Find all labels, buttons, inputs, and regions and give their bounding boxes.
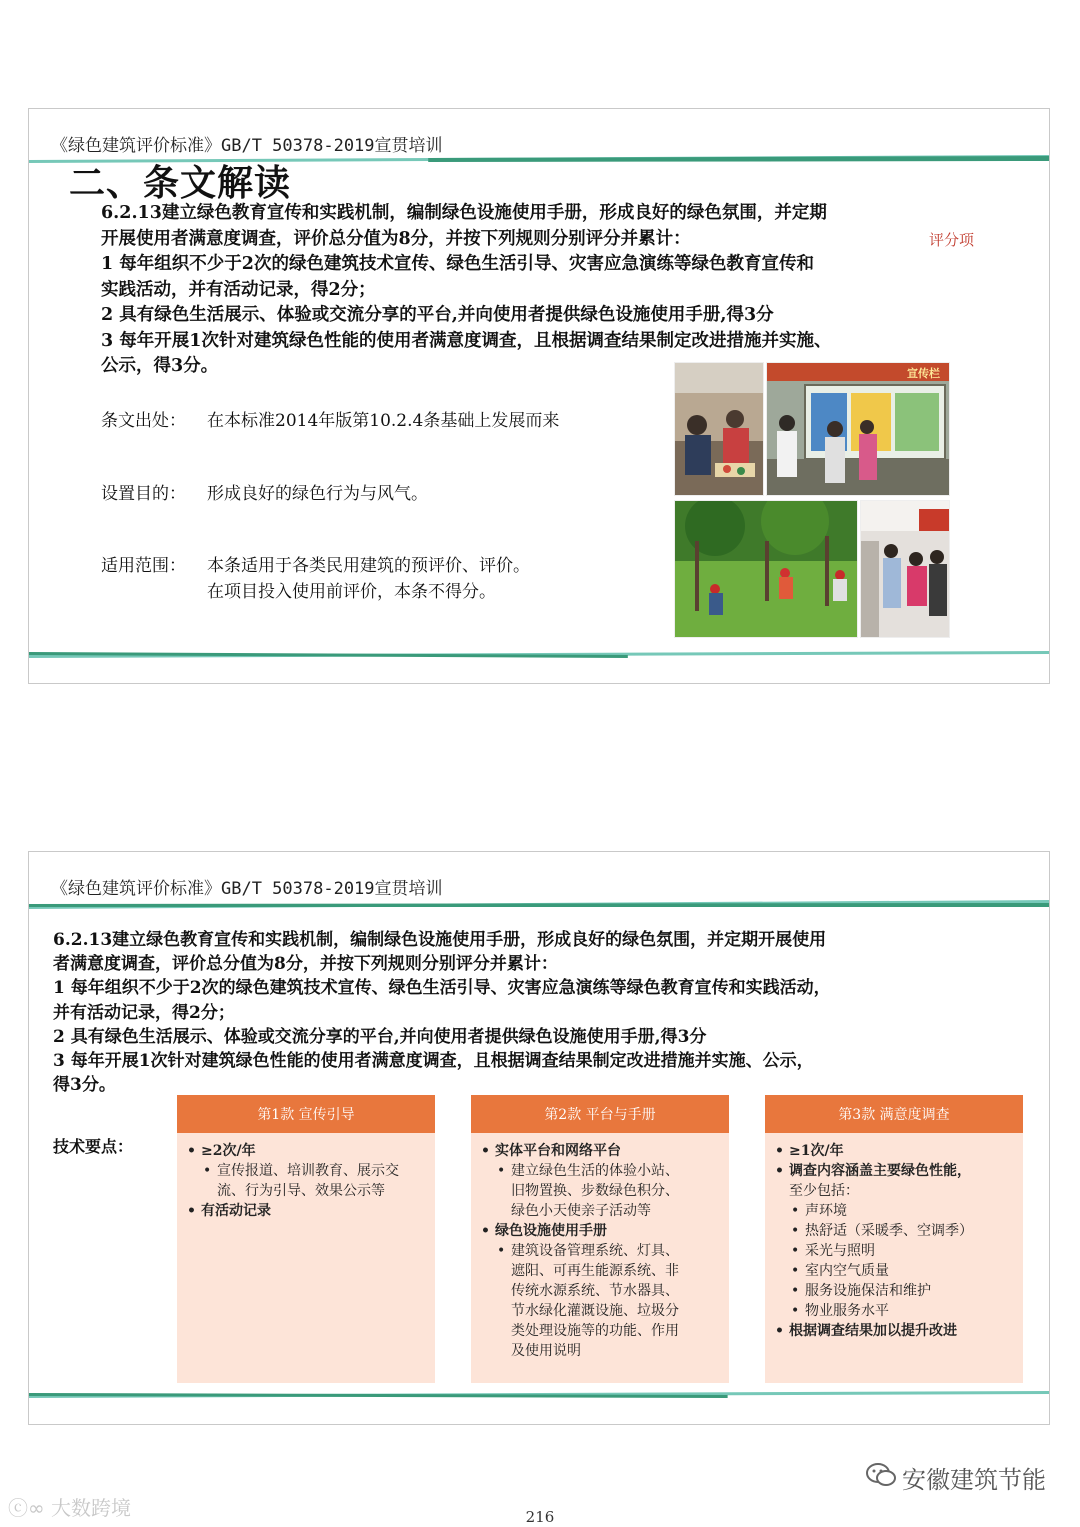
card-item: 旧物置换、步数绿色积分、 — [511, 1183, 679, 1199]
indoor-crafts-activity-photo — [674, 362, 764, 496]
source-value: 在本标准2014年版第10.2.4条基础上发展而来 — [207, 411, 560, 431]
card-item: 传统水源系统、节水器具、 — [511, 1283, 679, 1299]
scope-label: 适用范围： — [101, 556, 186, 576]
clause-line: 1 每年组织不少于2次的绿色建筑技术宣传、绿色生活引导、灾害应急演练等绿色教育宣传和 — [101, 254, 814, 274]
card-item: 及使用说明 — [511, 1343, 581, 1359]
slide-header: 《绿色建筑评价标准》GB/T 50378-2019宣贯培训 — [51, 136, 443, 156]
watermark-logo-icon: ⓒ∞ — [8, 1496, 52, 1520]
clause-line: 开展使用者满意度调查，评价总分值为8分，并按下列规则分别评分并累计： — [101, 228, 691, 249]
header-stripe — [29, 900, 1049, 910]
card-item: 遮阳、可再生能源系统、非 — [511, 1263, 679, 1279]
card-item: • 声环境 — [775, 1201, 1013, 1221]
scope-value: 本条适用于各类民用建筑的预评价、评价。 — [207, 556, 530, 576]
purpose-row — [101, 479, 428, 504]
slide-header: 《绿色建筑评价标准》GB/T 50378-2019宣贯培训 — [51, 879, 443, 899]
clause-text — [53, 928, 831, 1097]
card-title: 第2款 平台与手册 — [471, 1095, 729, 1133]
source-row — [101, 406, 559, 431]
tree-planting-photo — [674, 500, 858, 638]
card-clause-2 — [471, 1095, 729, 1383]
card-item: • 绿色设施使用手册 — [481, 1221, 719, 1241]
card-item: 至少包括： — [789, 1183, 859, 1199]
card-title: 第1款 宣传引导 — [177, 1095, 435, 1133]
brand-name: 安徽建筑节能 — [902, 1466, 1046, 1494]
card-item: • 宣传报道、培训教育、展示交 — [187, 1161, 425, 1181]
purpose-label: 设置目的： — [101, 484, 186, 504]
page-number: 216 — [525, 1508, 555, 1526]
section-title: 二、条文解读 — [69, 162, 292, 204]
clause-line: 公示，得3分。 — [101, 356, 219, 376]
clause-line: 实践活动，并有活动记录，得2分； — [101, 279, 376, 300]
clause-line: 者满意度调查，评价总分值为8分，并按下列规则分别评分并累计： — [53, 954, 558, 975]
wechat-icon — [866, 1462, 896, 1494]
account-brand — [866, 1460, 1046, 1495]
card-item: • 有活动记录 — [187, 1201, 425, 1221]
clause-line: 并有活动记录，得2分； — [53, 1002, 235, 1023]
card-item: • 物业服务水平 — [775, 1301, 1013, 1321]
card-item: • 热舒适（采暖季、空调季） — [775, 1221, 1013, 1241]
card-item: • 室内空气质量 — [775, 1261, 1013, 1281]
card-clause-1 — [177, 1095, 435, 1383]
score-tag: 评分项 — [929, 231, 975, 249]
card-item: 类处理设施等的功能、作用 — [511, 1323, 679, 1339]
clause-line: 得3分。 — [53, 1075, 116, 1096]
card-body — [765, 1133, 1023, 1341]
source-label: 条文出处： — [101, 411, 186, 431]
card-item: • 采光与照明 — [775, 1241, 1013, 1261]
clause-line: 6.2.13建立绿色教育宣传和实践机制，编制绿色设施使用手册，形成良好的绿色氛围，并定期 — [101, 203, 827, 223]
purpose-value: 形成良好的绿色行为与风气。 — [207, 484, 428, 504]
card-item: • 根据调查结果加以提升改进 — [775, 1321, 1013, 1341]
card-item: • 服务设施保洁和维护 — [775, 1281, 1013, 1301]
card-item: • 调查内容涵盖主要绿色性能， — [775, 1161, 1013, 1181]
card-item: 流、行为引导、效果公示等 — [217, 1183, 385, 1199]
card-item: • ≥1次/年 — [775, 1141, 1013, 1161]
scope-value: 在项目投入使用前评价，本条不得分。 — [207, 582, 496, 602]
footer-stripe — [29, 1390, 1049, 1400]
board-sign: 宣传栏 — [907, 367, 940, 380]
clause-line: 1 每年组织不少于2次的绿色建筑技术宣传、绿色生活引导、灾害应急演练等绿色教育宣传和实践活动， — [53, 978, 831, 999]
slide-1 — [28, 108, 1050, 684]
clause-line: 2 具有绿色生活展示、体验或交流分享的平台,并向使用者提供绿色设施使用手册,得3分 — [53, 1026, 707, 1047]
community-service-photo — [860, 500, 950, 638]
clause-line: 3 每年开展1次针对建筑绿色性能的使用者满意度调查，且根据调查结果制定改进措施并实施、 — [101, 330, 832, 351]
card-item: • 建筑设备管理系统、灯具、 — [481, 1241, 719, 1261]
card-body — [471, 1133, 729, 1361]
bulletin-board-photo — [766, 362, 950, 496]
slide-2 — [28, 851, 1050, 1425]
clause-line: 6.2.13建立绿色教育宣传和实践机制，编制绿色设施使用手册，形成良好的绿色氛围，并定期开展使用 — [53, 930, 827, 950]
scope-row — [101, 553, 530, 605]
clause-line: 2 具有绿色生活展示、体验或交流分享的平台,并向使用者提供绿色设施使用手册,得3分 — [101, 305, 774, 325]
card-clause-3 — [765, 1095, 1023, 1383]
footer-stripe — [29, 649, 1049, 659]
clause-line: 3 每年开展1次针对建筑绿色性能的使用者满意度调查，且根据调查结果制定改进措施并实施、公示， — [53, 1051, 814, 1072]
card-item: • ≥2次/年 — [187, 1141, 425, 1161]
clause-text — [101, 201, 831, 380]
card-title: 第3款 满意度调查 — [765, 1095, 1023, 1133]
tech-points-label: 技术要点： — [53, 1137, 134, 1156]
card-body — [177, 1133, 435, 1221]
watermark-logo-text: 大数跨境 — [51, 1496, 132, 1520]
card-item: • 建立绿色生活的体验小站、 — [481, 1161, 719, 1181]
card-item: 绿色小天使亲子活动等 — [511, 1203, 651, 1219]
card-item: 节水绿化灌溉设施、垃圾分 — [511, 1303, 679, 1319]
card-item: • 实体平台和网络平台 — [481, 1141, 719, 1161]
